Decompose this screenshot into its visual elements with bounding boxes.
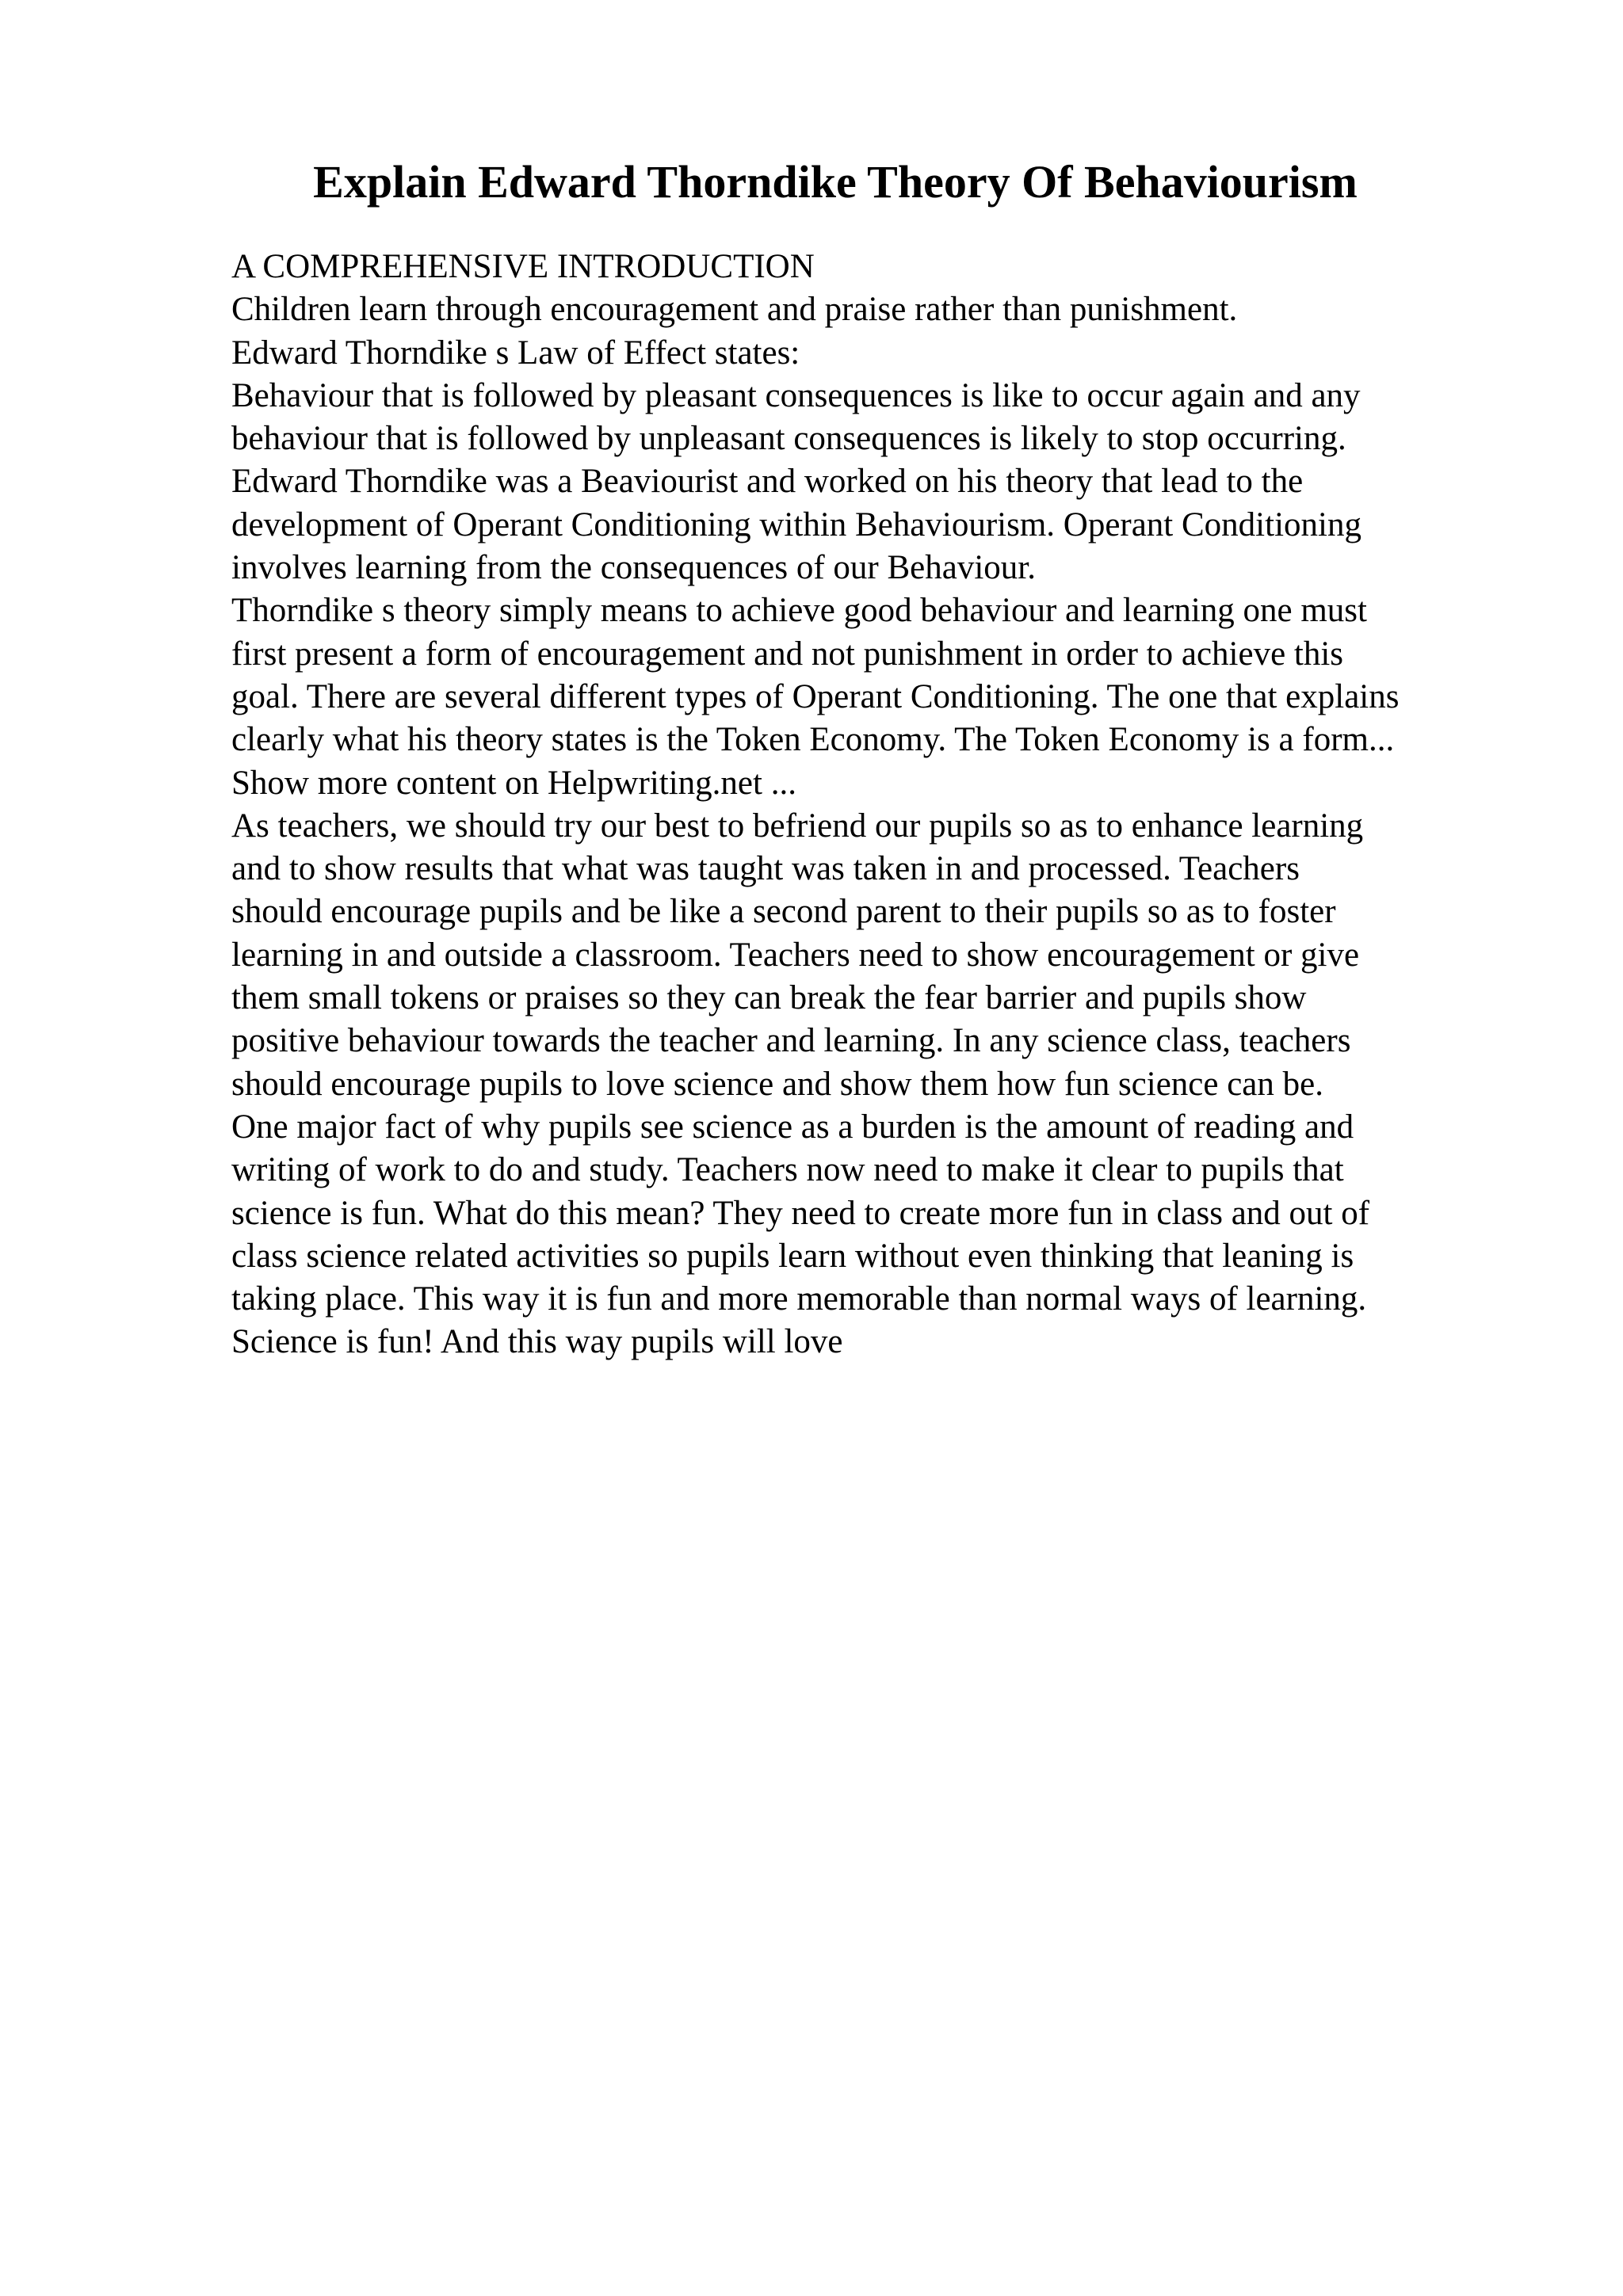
body-line: One major fact of why pupils see science as a burden is the amount of reading and xyxy=(231,1108,1354,1146)
body-line: writing of work to do and study. Teachers now need to make it clear to pupils that xyxy=(231,1151,1344,1189)
body-line: and to show results that what was taught was taken in and processed. Teachers xyxy=(231,850,1300,888)
body-line: them small tokens or praises so they can break the fear barrier and pupils show xyxy=(231,979,1307,1017)
body-line: should encourage pupils and be like a second parent to their pupils so as to foster xyxy=(231,893,1336,931)
document-title: Explain Edward Thorndike Theory Of Behaviourism xyxy=(313,156,1358,208)
body-line: involves learning from the consequences of our Behaviour. xyxy=(231,549,1036,587)
body-line: goal. There are several different types of Operant Conditioning. The one that explains xyxy=(231,677,1400,715)
body-line: Science is fun! And this way pupils will love xyxy=(231,1323,843,1361)
body-line: first present a form of encouragement and not punishment in order to achieve this xyxy=(231,635,1344,673)
document-body xyxy=(231,246,1610,1364)
body-line: development of Operant Conditioning within Behaviourism. Operant Conditioning xyxy=(231,505,1361,543)
body-line: As teachers, we should try our best to befriend our pupils so as to enhance learning xyxy=(231,807,1364,845)
body-line: A COMPREHENSIVE INTRODUCTION xyxy=(231,248,815,285)
body-line: class science related activities so pupils learn without even thinking that leaning is xyxy=(231,1237,1354,1275)
body-line: positive behaviour towards the teacher and learning. In any science class, teachers xyxy=(231,1022,1351,1060)
body-line: science is fun. What do this mean? They need to create more fun in class and out of xyxy=(231,1194,1370,1232)
body-line: taking place. This way it is fun and more memorable than normal ways of learning. xyxy=(231,1280,1367,1318)
show-more-link[interactable]: Show more content on Helpwriting.net ... xyxy=(231,764,796,802)
body-line: Thorndike s theory simply means to achieve good behaviour and learning one must xyxy=(231,592,1367,630)
body-line: Behaviour that is followed by pleasant consequences is like to occur again and any xyxy=(231,376,1361,414)
body-line: clearly what his theory states is the Token Economy. The Token Economy is a form... xyxy=(231,721,1395,759)
body-line: Edward Thorndike was a Beaviourist and worked on his theory that lead to the xyxy=(231,463,1304,501)
body-line: learning in and outside a classroom. Teachers need to show encouragement or give xyxy=(231,936,1360,974)
body-line: Edward Thorndike s Law of Effect states: xyxy=(231,334,800,372)
body-line: Children learn through encouragement and praise rather than punishment. xyxy=(231,291,1238,329)
body-line: should encourage pupils to love science and show them how fun science can be. xyxy=(231,1065,1323,1103)
body-line: behaviour that is followed by unpleasant consequences is likely to stop occurring. xyxy=(231,420,1346,458)
